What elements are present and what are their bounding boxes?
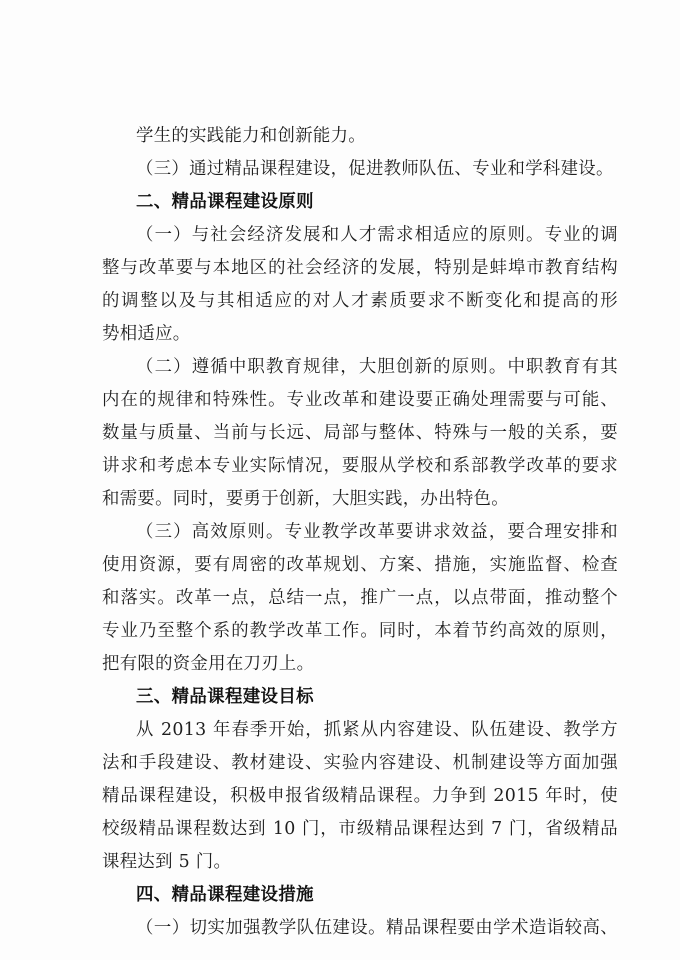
paragraph-line: （三）通过精品课程建设，促进教师队伍、专业和学科建设。: [136, 159, 614, 179]
paragraph-line: 学生的实践能力和创新能力。: [136, 126, 366, 146]
paragraph-line: 和需要。同时，要勇于创新，大胆实践，办出特色。: [102, 489, 509, 509]
section-heading-measures: 四、精品课程建设措施: [136, 885, 314, 905]
paragraph-line: 法和手段建设、教材建设、实验内容建设、机制建设等方面加强: [102, 753, 618, 773]
paragraph-line: 把有限的资金用在刀刃上。: [102, 654, 315, 674]
paragraph-line: 和落实。改革一点，总结一点，推广一点，以点带面，推动整个: [102, 588, 618, 608]
paragraph-line: 数量与质量、当前与长远、局部与整体、特殊与一般的关系，要: [102, 423, 618, 443]
paragraph-line: 校级精品课程数达到 10 门，市级精品课程达到 7 门，省级精品: [102, 819, 618, 839]
paragraph-line: 课程达到 5 门。: [102, 852, 232, 872]
paragraph-line: 的调整以及与其相适应的对人才素质要求不断变化和提高的形: [102, 291, 618, 311]
paragraph-line: 讲求和考虑本专业实际情况，要服从学校和系部教学改革的要求: [102, 456, 618, 476]
paragraph-line: 整与改革要与本地区的社会经济的发展，特别是蚌埠市教育结构: [102, 258, 618, 278]
paragraph-line: （一）切实加强教学队伍建设。精品课程要由学术造诣较高、: [136, 918, 618, 938]
section-heading-goals: 三、精品课程建设目标: [136, 687, 314, 707]
paragraph-line: 精品课程建设，积极申报省级精品课程。力争到 2015 年时，使: [102, 786, 618, 806]
paragraph-line: 势相适应。: [102, 324, 191, 344]
section-heading-principles: 二、精品课程建设原则: [136, 192, 314, 212]
paragraph-line: 专业乃至整个系的教学改革工作。同时，本着节约高效的原则，: [102, 621, 618, 641]
paragraph-line: （二）遵循中职教育规律，大胆创新的原则。中职教育有其: [136, 357, 618, 377]
paragraph-line: 使用资源，要有周密的改革规划、方案、措施，实施监督、检查: [102, 555, 618, 575]
paragraph-line: （一）与社会经济发展和人才需求相适应的原则。专业的调: [136, 225, 618, 245]
paragraph-line: （三）高效原则。专业教学改革要讲求效益，要合理安排和: [136, 522, 618, 542]
paragraph-line: 内在的规律和特殊性。专业改革和建设要正确处理需要与可能、: [102, 390, 618, 410]
paragraph-line: 从 2013 年春季开始，抓紧从内容建设、队伍建设、教学方: [136, 720, 618, 740]
